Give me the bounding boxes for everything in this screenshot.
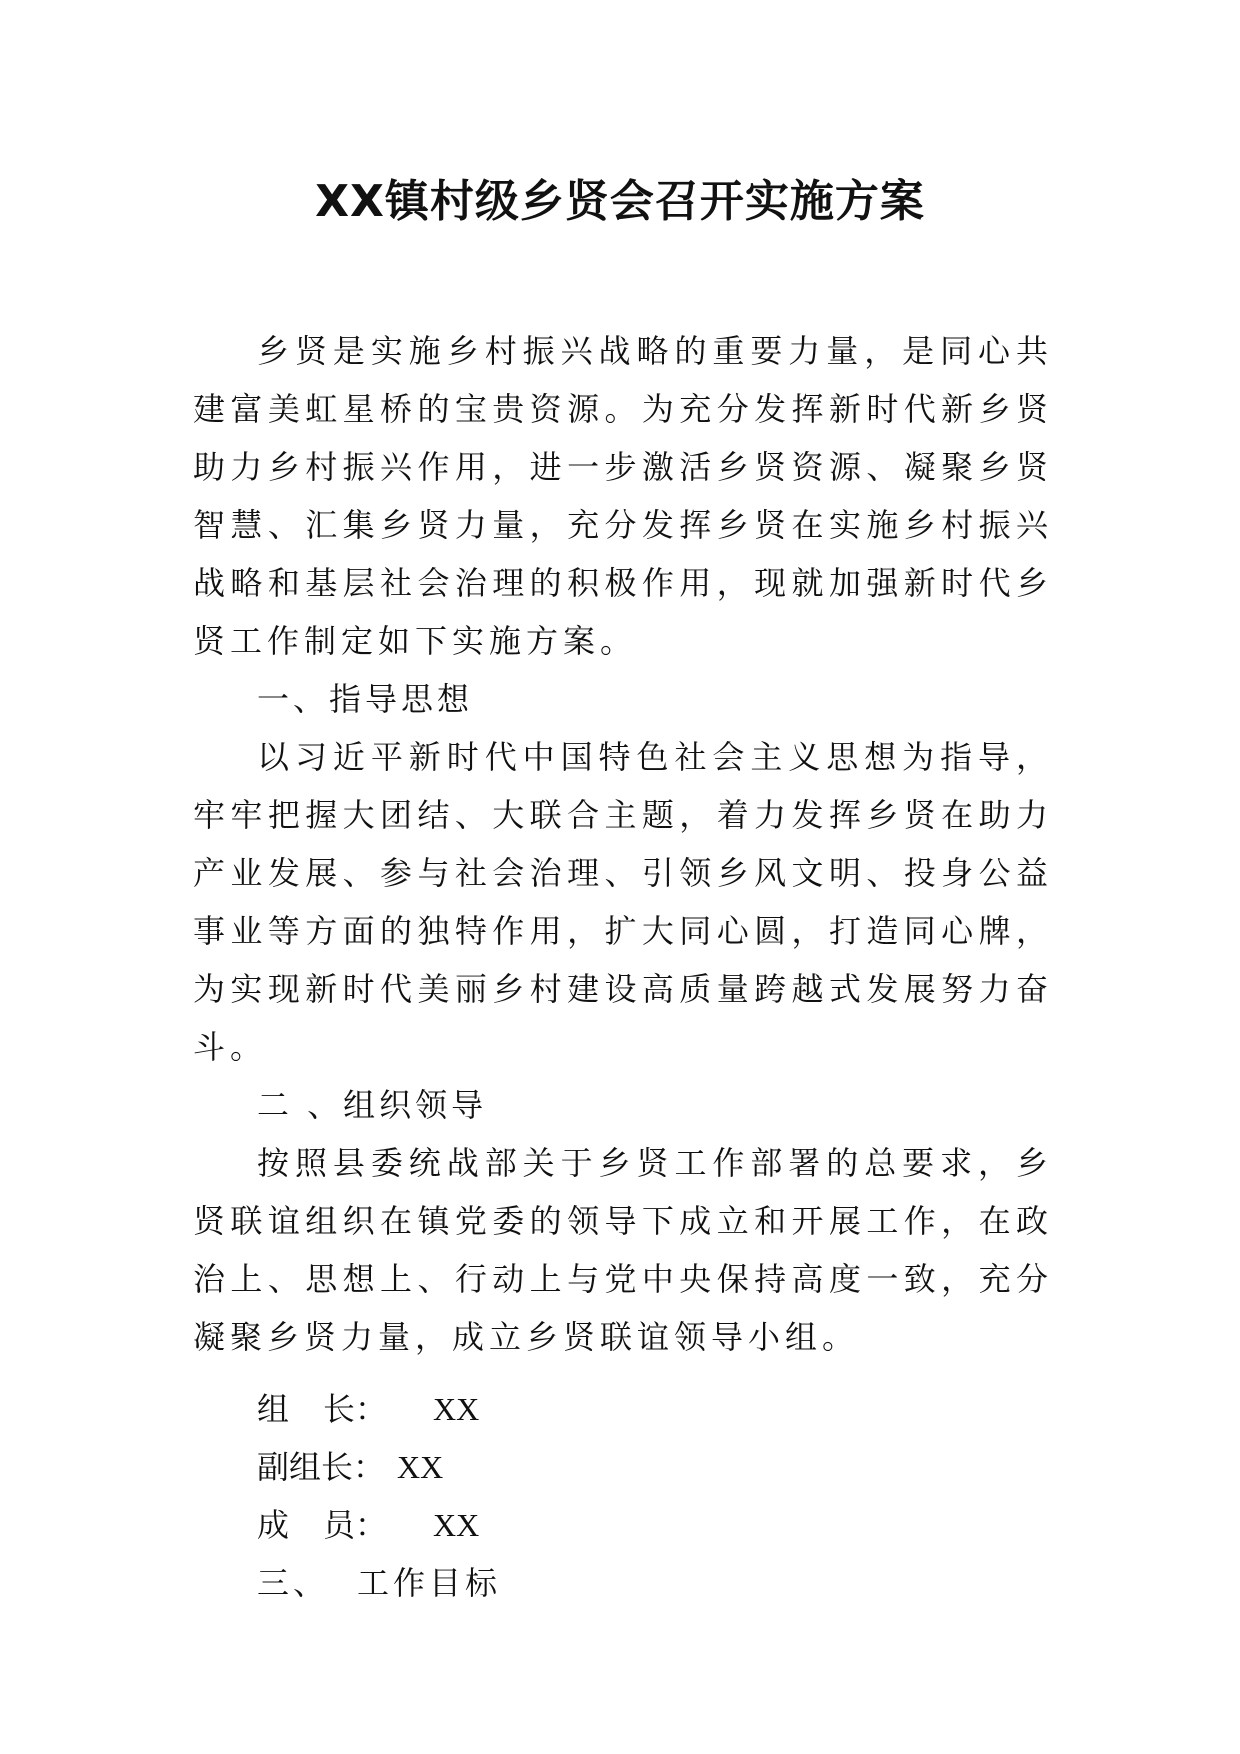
leader-role-part-2: 长：	[322, 1390, 387, 1428]
section-3-title: 工作目标	[357, 1564, 502, 1602]
member-name: XX	[433, 1507, 480, 1543]
section-2-heading: 二 、组织领导	[257, 1086, 488, 1124]
member-row-deputy	[193, 1438, 1053, 1496]
section-1-paragraph: 以习近平新时代中国特色社会主义思想为指导，牢牢把握大团结、大联合主题，着力发挥乡贤在助力产业发展、参与社会治理、引领乡风文明、投身公益事业等方面的独特作用，扩大同心圆，打造同心牌，为实现新时代美丽乡村建设高质量跨越式发展努力奋斗。	[193, 738, 1053, 1066]
section-2-paragraph: 按照县委统战部关于乡贤工作部署的总要求，乡贤联谊组织在镇党委的领导下成立和开展工作，在政治上、思想上、行动上与党中央保持高度一致，充分凝聚乡贤力量，成立乡贤联谊领导小组。	[193, 1144, 1053, 1356]
deputy-name: XX	[397, 1449, 444, 1485]
member-role-part-1: 成	[257, 1506, 290, 1544]
section-1-heading: 一、指导思想	[257, 680, 474, 718]
document-body	[193, 322, 1053, 1612]
member-role-part-2: 员：	[322, 1506, 387, 1544]
leader-role-part-1: 组	[257, 1390, 290, 1428]
section-3-number: 三、	[257, 1564, 330, 1602]
member-row-leader	[193, 1380, 1053, 1438]
intro-paragraph: 乡贤是实施乡村振兴战略的重要力量，是同心共建富美虹星桥的宝贵资源。为充分发挥新时代新乡贤助力乡村振兴作用，进一步激活乡贤资源、凝聚乡贤智慧、汇集乡贤力量，充分发挥乡贤在实施乡村振兴战略和基层社会治理的积极作用，现就加强新时代乡贤工作制定如下实施方案。	[193, 332, 1053, 660]
section-3-heading	[193, 1554, 1053, 1612]
spacer	[193, 1366, 1053, 1380]
member-row-member	[193, 1496, 1053, 1554]
leader-role	[257, 1380, 387, 1438]
document-title: XX镇村级乡贤会召开实施方案	[315, 176, 925, 227]
member-role	[257, 1496, 387, 1554]
leader-name: XX	[433, 1391, 480, 1427]
deputy-role: 副组长：	[257, 1448, 386, 1486]
